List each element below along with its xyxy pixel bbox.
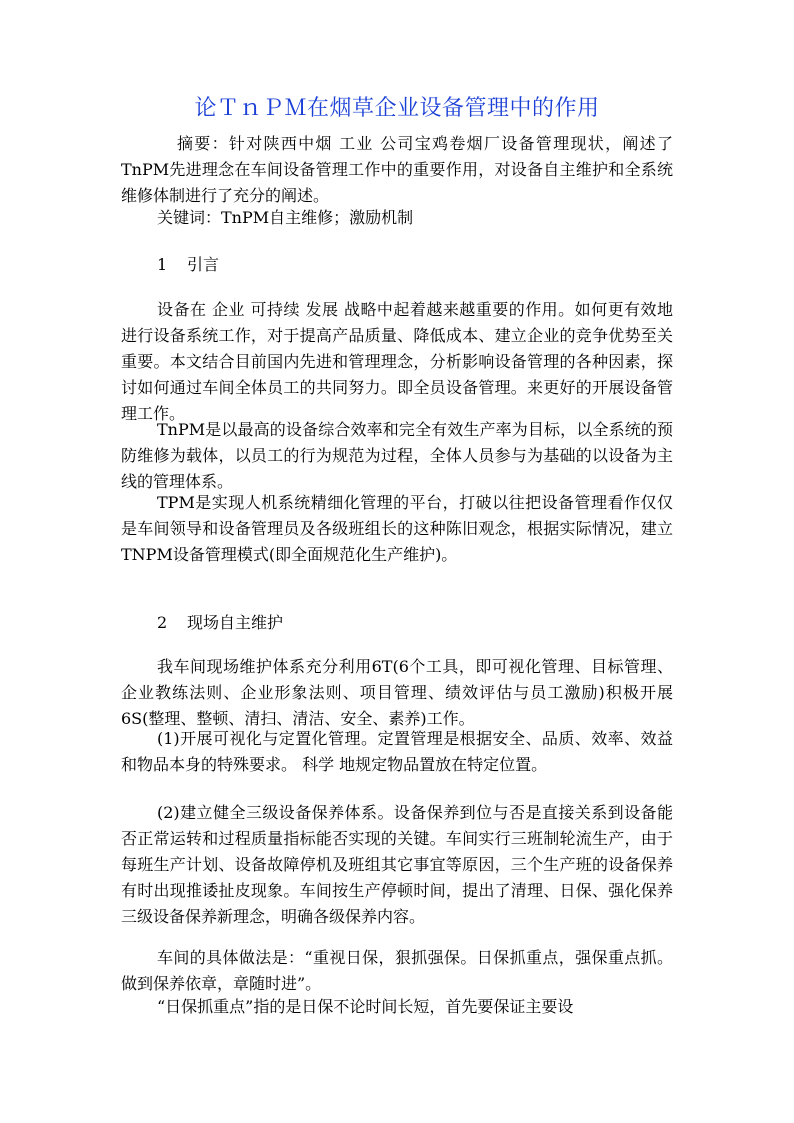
keywords: 关键词：TnPM自主维修；激励机制 <box>157 208 414 227</box>
paragraph: 设备在 企业 可持续 发展 战略中起着越来越重要的作用。如何更有效地进行设备系统工作，对于提高产品质量、降低成本、建立企业的竞争优势至关重要。本文结合目前国内先进和管理理念，分析影响设备管理的各种因素，探讨如何通过车间全体员工的共同努力。即全员设备管理。来更好的开展设备管理工作。 <box>121 300 673 423</box>
paragraph: TnPM是以最高的设备综合效率和完全有效生产率为目标，以全系统的预防维修为载体，以员工的行为规范为过程，全体人员参与为基础的以设备为主线的管理体系。 <box>121 420 673 491</box>
abstract: 摘要：针对陕西中烟 工业 公司宝鸡卷烟厂设备管理现状，阐述了TnPM先进理念在车间设备管理工作中的重要作用，对设备自主维护和全系统维修体制进行了充分的阐述。 <box>121 134 673 205</box>
paragraph: TPM是实现人机系统精细化管理的平台，打破以往把设备管理看作仅仅是车间领导和设备管理员及各级班组长的这种陈旧观念，根据实际情况，建立TNPM设备管理模式(即全面规范化生产维护)。 <box>121 493 673 564</box>
section-title: 引言 <box>187 255 220 274</box>
page-title: 论ＴｎＰＭ在烟草企业设备管理中的作用 <box>194 96 600 121</box>
paragraph: (1)开展可视化与定置化管理。定置管理是根据安全、品质、效率、效益和物品本身的特殊要求。 科学 地规定物品置放在特定位置。 <box>121 729 673 774</box>
paragraph: “日保抓重点”指的是日保不论时间长短，首先要保证主要设 <box>157 997 574 1016</box>
paragraph: 车间的具体做法是：“重视日保，狠抓强保。日保抓重点，强保重点抓。做到保养依章，章随时进”。 <box>121 948 673 993</box>
paragraph: 我车间现场维护体系充分利用6T(6个工具，即可视化管理、目标管理、企业教练法则、企业形象法则、项目管理、绩效评估与员工激励)积极开展6S(整理、整顿、清扫、清洁、安全、素养)工作。 <box>121 657 673 728</box>
section-2-heading <box>157 610 283 636</box>
section-number: 1 <box>157 255 168 274</box>
section-number: 2 <box>157 613 168 632</box>
section-title: 现场自主维护 <box>187 613 284 632</box>
paragraph: (2)建立健全三级设备保养体系。设备保养到位与否是直接关系到设备能否正常运转和过程质量指标能否实现的关键。车间实行三班制轮流生产，由于每班生产计划、设备故障停机及班组其它事宜等原因，三个生产班的设备保养有时出现推诿扯皮现象。车间按生产停顿时间，提出了清理、日保、强化保养三级设备保养新理念，明确各级保养内容。 <box>121 803 673 926</box>
section-1-heading <box>157 252 219 278</box>
